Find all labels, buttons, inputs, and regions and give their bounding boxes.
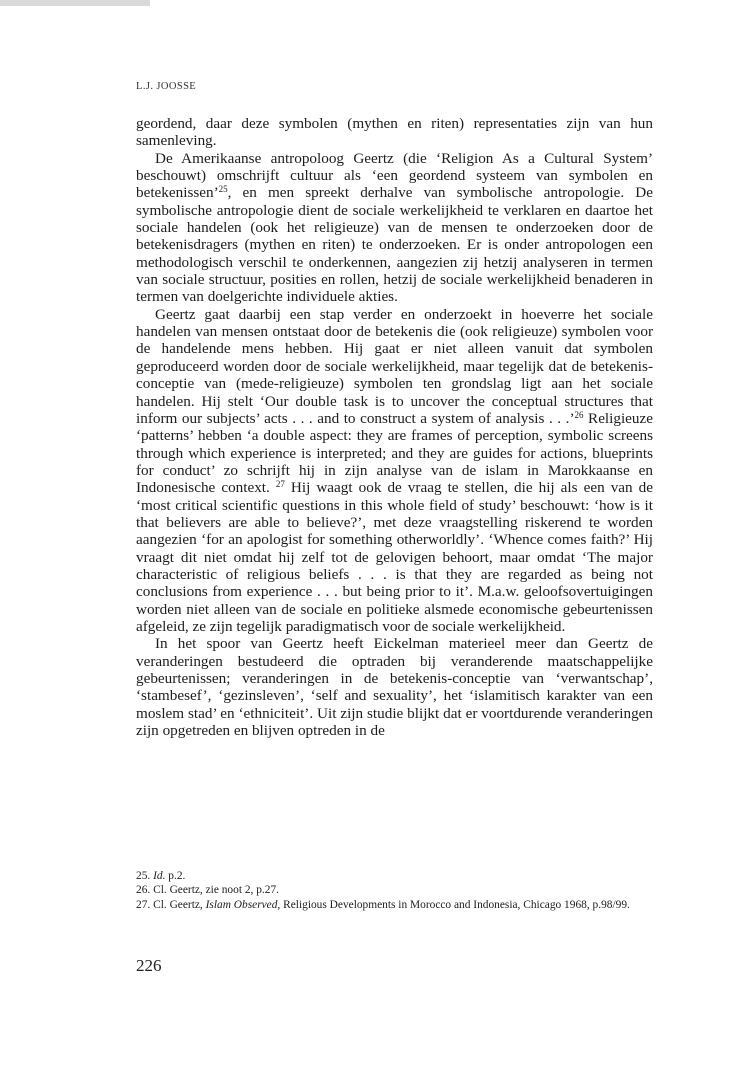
paragraph-1: geordend, daar deze symbolen (mythen en riten) representaties zijn van hun samenleving. <box>136 115 653 150</box>
note-ref-25[interactable]: 25 <box>218 184 228 195</box>
footnote-text: p.2. <box>165 870 186 882</box>
footnote-text: Cl. Geertz, zie noot 2, p.27. <box>153 884 280 897</box>
footnotes <box>136 869 653 912</box>
footnote-number: 26. <box>136 884 151 897</box>
footnote-27 <box>136 898 653 912</box>
note-ref-26[interactable]: 26 <box>574 409 584 420</box>
scan-edge-strip <box>0 0 150 6</box>
paragraph-4: In het spoor van Geertz heeft Eickelman materieel meer dan Geertz de veranderingen bestudeerd die optraden bij veranderende maatschappelijke gebeurtenissen; veranderingen in de betekenis-conceptie van ‘verwantschap’, ‘stambesef’, ‘gezinsleven’, ‘self and sexuality’, het ‘islamitisch karakter van een moslem stad’ en ‘ethniciteit’. Uit zijn studie blijkt dat er voortdurende veranderingen zijn opgetreden en blijven optreden in de <box>136 635 653 740</box>
footnote-italic: Islam Observed, <box>205 898 281 911</box>
footnote-text: Religious Developments in Morocco and Indonesia, Chicago 1968, p.98/99. <box>280 898 630 911</box>
paragraph-3-part-3: Hij waagt ook de vraag te stellen, die hij als een van de ‘most critical scientific questions in this whole field of study’ beschouwt: ‘how is it that believers are able to believe?’, met deze vraagstelling riskerend te worden aangezien ‘for an apologist for something otherworldly’. ‘Whence comes faith?’ Hij vraagt dit niet omdat hij zelf tot de gelovigen behoort, maar omdat ‘The major characteristic of religious beliefs . . . is that they are regarded as being not conclusions from experience . . . but being prior to it’. M.a.w. geloofsovertuigingen worden niet alleen van de sociale en politieke alsmede economische gebeurtenissen afgeleid, ze zijn tegelijk paradigmatisch voor de sociale werkelijkheid. <box>136 479 653 635</box>
page-number: 226 <box>136 956 162 975</box>
footnote-25 <box>136 869 653 883</box>
paragraph-3-part-2: Religieuze ‘patterns’ hebben ‘a double aspect: they are frames of perception, symbolic screens through which experience is interpreted; and they are guides for actions, blueprints for conduct’ zo schrijft hij in zijn analyse van de islam in Marokkaanse en Indonesische context. <box>136 409 653 497</box>
running-head: L.J. JOOSSE <box>136 81 197 92</box>
paragraph-2-part-1: De Amerikaanse antropoloog Geertz (die ‘Religion As a Cultural System’ beschouwt) omschrijft cultuur als ‘een geordend systeem van symbolen en betekenissen’ <box>136 149 653 202</box>
note-ref-27[interactable]: 27 <box>275 479 285 490</box>
footnote-italic: Id. <box>153 870 166 882</box>
paragraph-3-part-1: Geertz gaat daarbij een stap verder en onderzoekt in hoeverre het sociale handelen van mensen ontstaat door de betekenis die (ook religieuze) symbolen voor de handelende mens hebben. Hij gaat er niet alleen vanuit dat symbolen geproduceerd worden door de sociale werkelijkheid, maar tegelijk dat de betekenis-conceptie van (mede-religieuze) symbolen ten grondslag ligt aan het sociale handelen. Hij stelt ‘Our double task is to uncover the conceptual structures that inform our subjects’ acts . . . and to construct a system of analysis . . .’ <box>136 305 653 427</box>
body-text <box>136 115 653 739</box>
footnote-26 <box>136 883 653 897</box>
footnote-number: 25. <box>136 870 151 882</box>
paragraph-2-part-2: , en men spreekt derhalve van symbolische antropologie. De symbolische antropologie dient de sociale werkelijkheid te verklaren en daartoe het sociale handelen (ook het religieuze) van de mensen te onderzoeken door de betekenisdragers (mythen en riten) te onderzoeken. Er is onder antropologen een methodologisch verschil te onderkennen, aangezien zij hetzij analyseren in termen van sociale structuur, posities en rollen, hetzij de sociale werkelijkheid benaderen in termen van doelgerichte individuele akties. <box>136 184 653 306</box>
paragraph-2 <box>136 150 653 306</box>
footnote-number: 27. <box>136 898 151 911</box>
footnote-prefix: Cl. Geertz, <box>153 898 206 911</box>
paragraph-3 <box>136 306 653 636</box>
